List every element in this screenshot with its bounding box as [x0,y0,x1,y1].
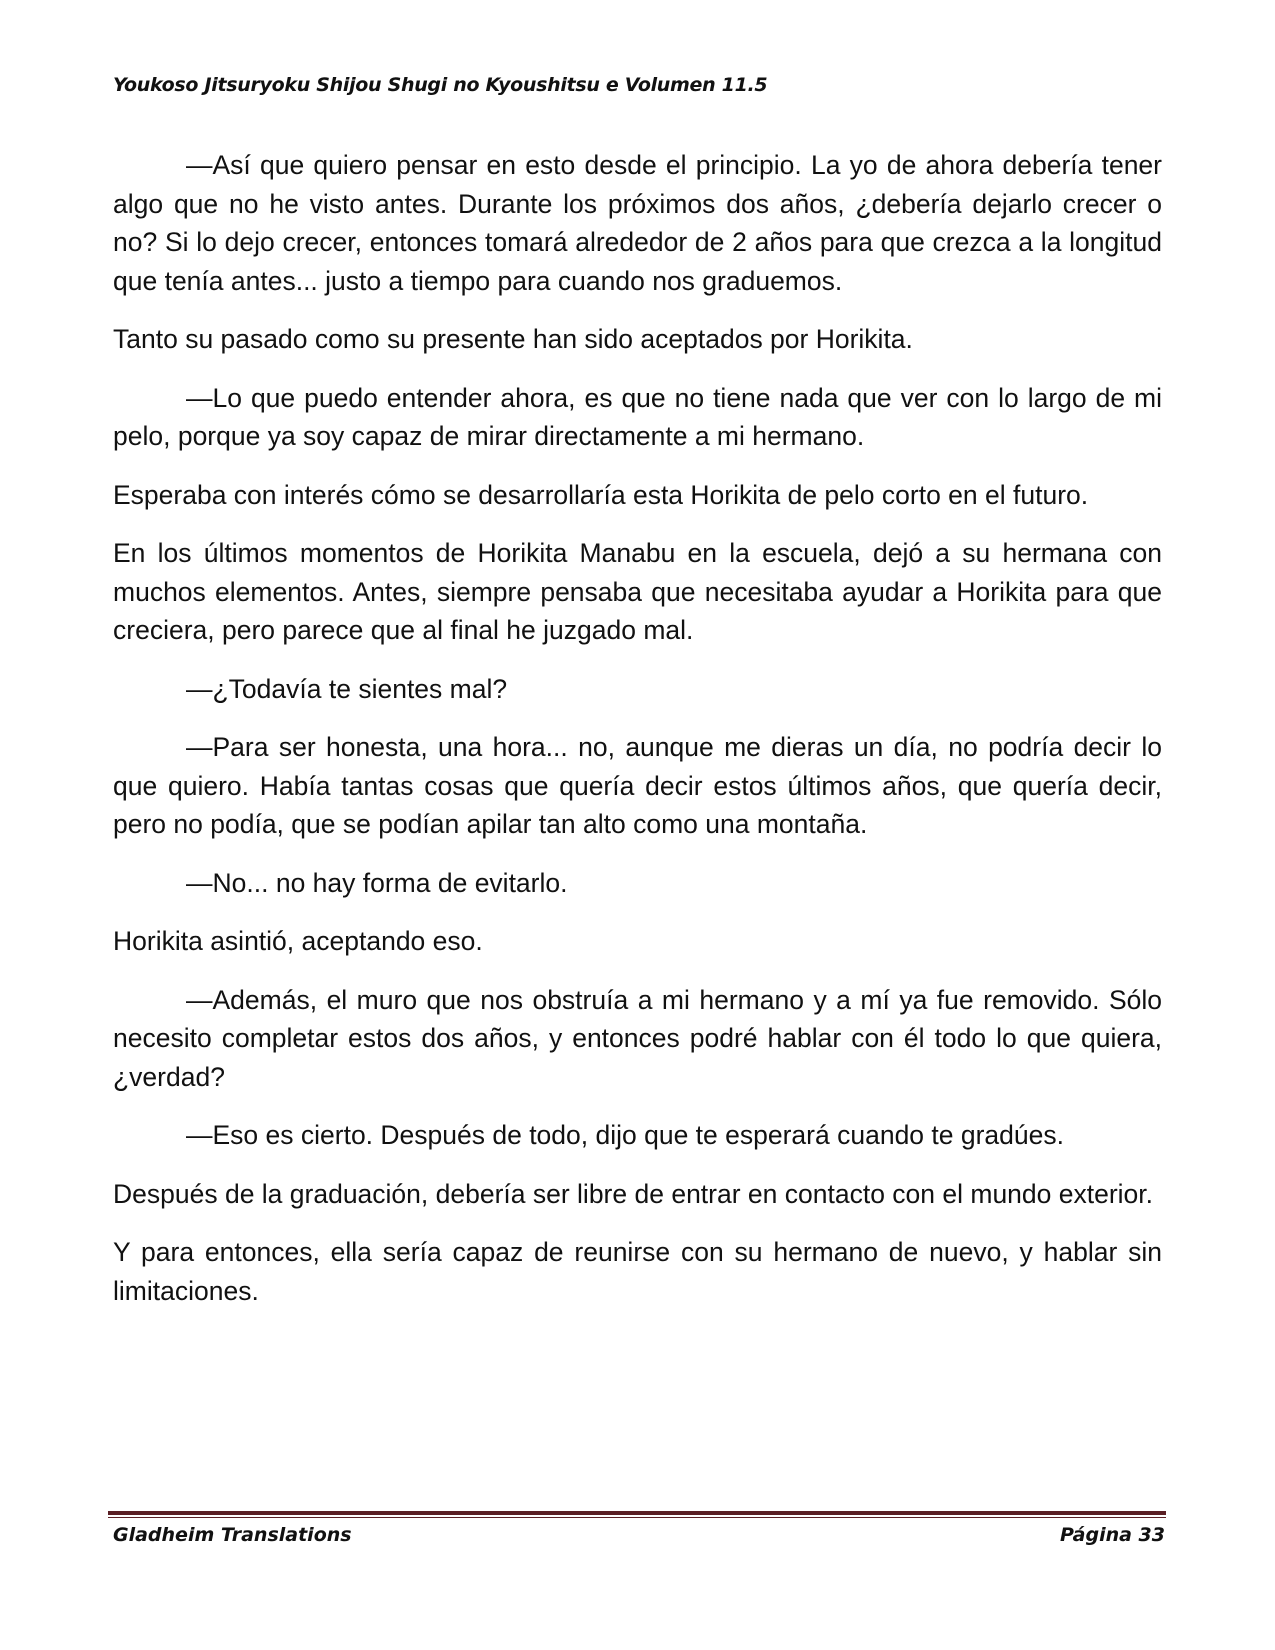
paragraph: —Lo que puedo entender ahora, es que no tiene nada que ver con lo largo de mi pelo, porque ya soy capaz de mirar directamente a mi hermano. [113,382,1162,451]
paragraph: —¿Todavía te sientes mal? [186,673,508,704]
paragraph: Esperaba con interés cómo se desarrollaría esta Horikita de pelo corto en el futuro. [113,479,1089,510]
paragraph: —Además, el muro que nos obstruía a mi hermano y a mí ya fue removido. Sólo necesito completar estos dos años, y entonces podré hablar con él todo lo que quiera, ¿verdad? [113,984,1162,1092]
paragraph: —No... no hay forma de evitarlo. [186,867,568,898]
paragraph: Y para entonces, ella sería capaz de reunirse con su hermano de nuevo, y hablar sin limitaciones. [113,1237,1162,1306]
paragraph: —Para ser honesta, una hora... no, aunque me dieras un día, no podría decir lo que quiero. Había tantas cosas que quería decir estos últimos años, que quería decir, pero no podía, que se podían apilar tan alto como una montaña. [113,732,1162,839]
paragraph: —Así que quiero pensar en esto desde el principio. La yo de ahora debería tener algo que no he visto antes. Durante los próximos dos años, ¿debería dejarlo crecer o no? Si lo dejo crecer, entonces tomará alrededor de 2 años para que crezca a la longitud que tenía antes... justo a tiempo para cuando nos graduemos. [113,150,1162,296]
footer-credit: Gladheim Translations [113,1524,352,1546]
page-number: Página 33 [1059,1524,1165,1546]
running-header: Youkoso Jitsuryoku Shijou Shugi no Kyoushitsu e Volumen 11.5 [113,74,768,96]
paragraph: En los últimos momentos de Horikita Manabu en la escuela, dejó a su hermana con muchos elementos. Antes, siempre pensaba que necesitaba ayudar a Horikita para que creciera, pero parece que al final he juzgado mal. [113,538,1162,645]
paragraph: Horikita asintió, aceptando eso. [113,926,483,956]
paragraph: Después de la graduación, debería ser libre de entrar en contacto con el mundo exterior. [113,1178,1154,1209]
paragraph: —Eso es cierto. Después de todo, dijo que te esperará cuando te gradúes. [186,1120,1064,1150]
footer-divider [108,1511,1166,1518]
body-text [113,146,1162,1330]
paragraph: Tanto su pasado como su presente han sido aceptados por Horikita. [113,324,913,354]
